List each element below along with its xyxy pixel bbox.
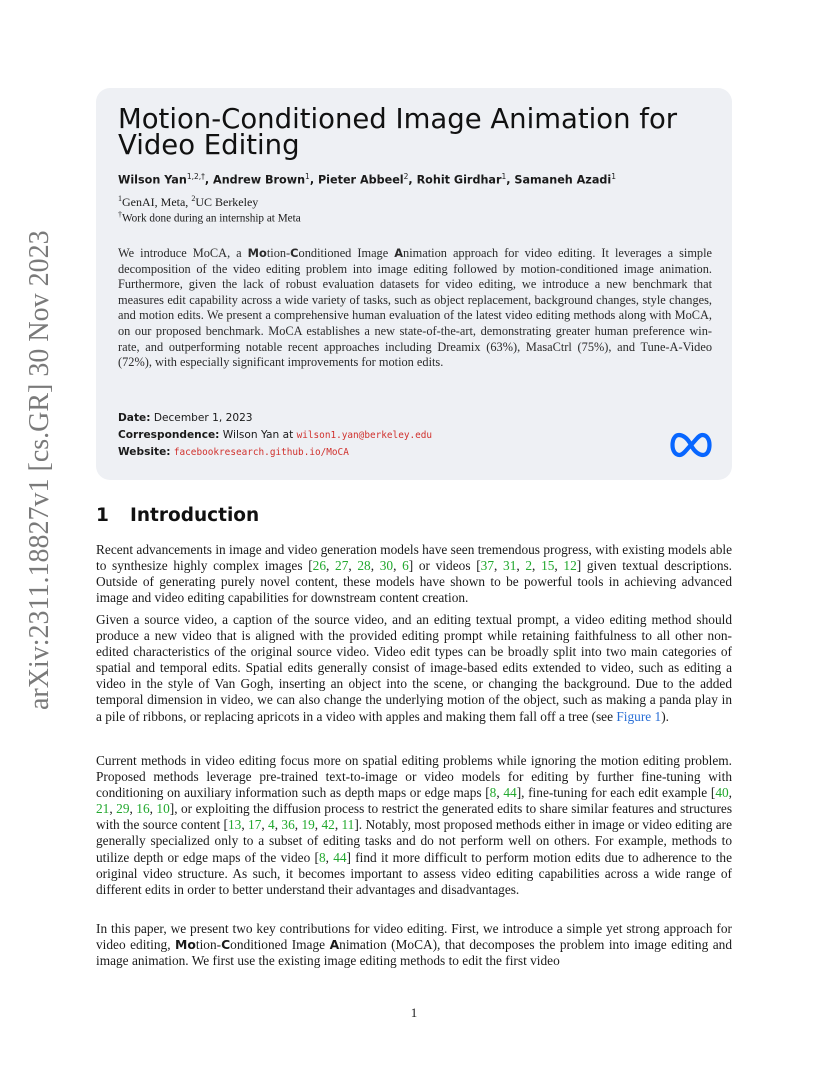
paragraph-text: ], or exploiting the diffusion process to restrict the generated edits to share similar features and structures with the source content [ — [96, 801, 733, 833]
acronym-letter: C — [290, 246, 299, 260]
paragraph-text: In this paper, we present two key contributions for video editing. First, we introduce a simple yet strong approach for video editing, — [96, 921, 732, 953]
date-value: December 1, 2023 — [153, 412, 253, 424]
section-title: Introduction — [130, 505, 260, 526]
citation-link[interactable]: 28 — [357, 558, 371, 574]
paper-metadata — [118, 410, 432, 461]
citation-link[interactable]: 44 — [333, 849, 347, 865]
author-name: Rohit Girdhar — [416, 173, 502, 187]
section-heading-introduction — [96, 505, 259, 526]
citation-link[interactable]: 26 — [312, 558, 326, 574]
citation-link[interactable]: 2 — [525, 558, 533, 574]
citation-link[interactable]: 29 — [116, 801, 130, 817]
paragraph: Recent advancements in image and video generation models have seen tremendous progress, with existing models able to synthesize highly complex images [26, 27, 28, 30, 6] or videos [37, 31, 2, 15, 12] given textual descriptions. Outside of generating purely novel content, these models have shown to be powerful tools in achieving advanced image and video editing capabilities for downstream content creation. — [96, 542, 733, 606]
arxiv-identifier: arXiv:2311.18827v1 [cs.GR] 30 Nov 2023 — [24, 230, 55, 710]
author-name: Samaneh Azadi — [514, 173, 612, 187]
citation-link[interactable]: 27 — [335, 558, 349, 574]
author-affiliation-mark: 2 — [403, 172, 409, 181]
paragraph: Current methods in video editing focus more on spatial editing problems while ignoring the motion editing problem. Proposed methods leverage pre-trained text-to-image or video models for editing by further fine-tuning with conditioning on auxiliary information such as depth maps or edge maps [8, 44], fine-tuning for each edit example [40, 21, 29, 16, 10], or exploiting the diffusion process to restrict the generated edits to share similar features and structures with the source content [13, 17, 4, 36, 19, 42, 11]. Notably, most proposed methods either in image or video editing are generally specialized only to a subset of editing tasks and do not perform well on others. For example, methods to utilize depth or edge maps of the video [8, 44] find it more difficult to perform motion edits due to adherence to the original video structure. As such, it becomes important to assess video editing capabilities across a wide range of different edits in order to better understand their advantages and disadvantages. — [96, 753, 733, 897]
citation-link[interactable]: 37 — [480, 558, 494, 574]
figure-reference-link[interactable]: Figure 1 — [616, 708, 662, 724]
citation-link[interactable]: 36 — [281, 817, 295, 833]
section-number: 1 — [96, 505, 109, 526]
author-affiliation-mark: 1 — [611, 172, 616, 181]
citation-link[interactable]: 30 — [379, 558, 394, 574]
correspondence-name: Wilson Yan at — [222, 429, 297, 441]
date-line — [118, 410, 432, 427]
abstract-text: nimation approach for video editing. It leverages a simple decomposition of the video editing problem into image editing followed by motion-conditioned image animation. Furthermore, given the lack of robust evaluation datasets for video editing, we introduce a new benchmark that measures edit capability across a wide variety of tasks, such as object replacement, background changes, style changes, and motion edits. We present a comprehensive human evaluation of the latest video editing methods along with MoCA, on our proposed benchmark. MoCA establishes a new state-of-the-art, demonstrating greater human preference win-rate, and outperforming notable recent approaches including Dreamix (63%), MasaCtrl (75%), and Tune-A-Video (72%), with especially significant improvements for motion edits. — [118, 246, 712, 370]
author-name: Pieter Abbeel — [317, 173, 404, 187]
paragraph-text: Recent advancements in image and video generation models have seen tremendous progress, with existing models able to synthesize highly complex images [ — [96, 542, 732, 574]
website-label: Website: — [118, 446, 171, 458]
footnote-affiliation — [118, 210, 301, 225]
paragraph-text: Current methods in video editing focus more on spatial editing problems while ignoring the motion editing problem. Proposed methods leverage pre-trained text-to-image or video models for editing by further fine-tuning with conditioning on auxiliary information such as depth maps or edge maps [ — [96, 753, 732, 801]
citation-link[interactable]: 42 — [321, 817, 335, 833]
author-affiliation-mark: 1,2,† — [186, 172, 205, 181]
citation-link[interactable]: 4 — [268, 817, 275, 833]
author-affiliation-mark: 1 — [305, 172, 310, 181]
citation-link[interactable]: 17 — [248, 817, 262, 833]
affiliation-name: UC Berkeley — [195, 195, 259, 209]
citation-link[interactable]: 10 — [156, 801, 170, 817]
citation-link[interactable]: 16 — [136, 801, 150, 817]
citation-link[interactable]: 12 — [563, 558, 577, 574]
citation-link[interactable]: 40 — [715, 785, 729, 801]
citation-link[interactable]: 8 — [489, 785, 497, 801]
footnote-mark: † — [118, 210, 122, 219]
citation-link[interactable]: 6 — [402, 558, 409, 574]
acronym-letter: Mo — [175, 937, 196, 953]
citation-link[interactable]: 21 — [96, 801, 110, 817]
acronym-letter: A — [329, 937, 340, 953]
website-link[interactable]: facebookresearch.github.io/MoCA — [173, 447, 349, 458]
paragraph-text: ] find it more difficult to perform motion edits due to adherence to the original video structure. As such, it becomes important to assess video editing capabilities across a wide range of different edits in order to better understand their advantages and disadvantages. — [96, 849, 733, 897]
acronym-letter: C — [221, 937, 231, 953]
paper-title: Motion-Conditioned Image Animation for Video Editing — [118, 103, 678, 161]
paragraph-text: Given a source video, a caption of the source video, and an editing textual prompt, a video editing method should produce a new video that is aligned with the provided editing prompt while retaining faithfulness to all other non-edited characteristics of the original source video. Video edit types can be broadly split into two main categories of spatial and temporal edits. Spatial edits generally consist of image-based edits extended to video, such as editing a video in the style of Van Gogh, inserting an object into the scene, or changing the background. Due to the added temporal dimension in video, we can also change the underlying motion of the object, such as making a panda play in a pile of ribbons, or replacing apricots in a video with apples and making them fall off a tree (see — [96, 612, 732, 724]
affiliation-mark: 2 — [191, 194, 196, 203]
affiliation-name: GenAI, Meta, — [122, 195, 192, 209]
abstract-text: tion- — [266, 246, 291, 260]
citation-link[interactable]: 44 — [503, 785, 517, 801]
author-list: Wilson Yan$^{1,2,\dagger}$, Andrew Brown$^1$, Pieter Abbeel$^2$, Rohit Girdhar$^1$, Samaneh Azadi$^1$ — [118, 172, 616, 187]
citation-link[interactable]: 11 — [341, 817, 355, 833]
author-name: Andrew Brown — [213, 173, 306, 187]
author-name: Wilson Yan — [118, 173, 187, 187]
footnote-text: Work done during an internship at Meta — [122, 212, 301, 225]
meta-infinity-logo-icon — [670, 430, 712, 460]
paragraph-text: tion- — [195, 937, 222, 953]
citation-link[interactable]: 31 — [503, 558, 517, 574]
correspondence-email-link[interactable]: wilson1.yan@berkeley.edu — [296, 430, 433, 441]
citation-link[interactable]: 19 — [301, 817, 315, 833]
website-line — [118, 444, 432, 461]
citation-link[interactable]: 15 — [541, 558, 555, 574]
correspondence-label: Correspondence: — [118, 429, 220, 441]
date-label: Date: — [118, 412, 151, 424]
affiliations — [118, 194, 258, 210]
paragraph-text: ] or videos [ — [408, 558, 481, 574]
acronym-letter: A — [394, 246, 404, 260]
affiliation-mark: 1 — [118, 194, 122, 203]
paragraph-text: ). — [661, 708, 670, 724]
paragraph-text: ] given textual descriptions. Outside of generating purely novel content, these models have shown to be powerful tools in achieving advanced image and video editing capabilities for downstream content creation. — [96, 558, 733, 606]
paragraph-text: nimation (MoCA), that decomposes the problem into image editing and image animation. We first use the existing image editing methods to edit the first video — [96, 937, 733, 969]
citation-link[interactable]: 13 — [227, 817, 242, 833]
paragraph-text: ], fine-tuning for each edit example [ — [516, 785, 716, 801]
paragraph — [96, 921, 732, 969]
correspondence-line — [118, 427, 432, 444]
paragraph — [96, 612, 732, 725]
abstract-text: onditioned Image — [298, 246, 395, 260]
abstract-text: We introduce MoCA, a — [118, 246, 248, 260]
page-number: 1 — [410, 1005, 418, 1020]
author-affiliation-mark: 1 — [501, 172, 507, 181]
citation-link[interactable]: 8 — [318, 849, 326, 865]
abstract — [118, 246, 712, 371]
acronym-letter: Mo — [247, 246, 267, 260]
paragraph-text: onditioned Image — [230, 937, 330, 953]
paragraph-text: ]. Notably, most proposed methods either in image or video editing are generally specialized only to a subset of editing tasks and do not perform well on others. For example, methods to utilize depth or edge maps of the video [ — [96, 817, 733, 865]
